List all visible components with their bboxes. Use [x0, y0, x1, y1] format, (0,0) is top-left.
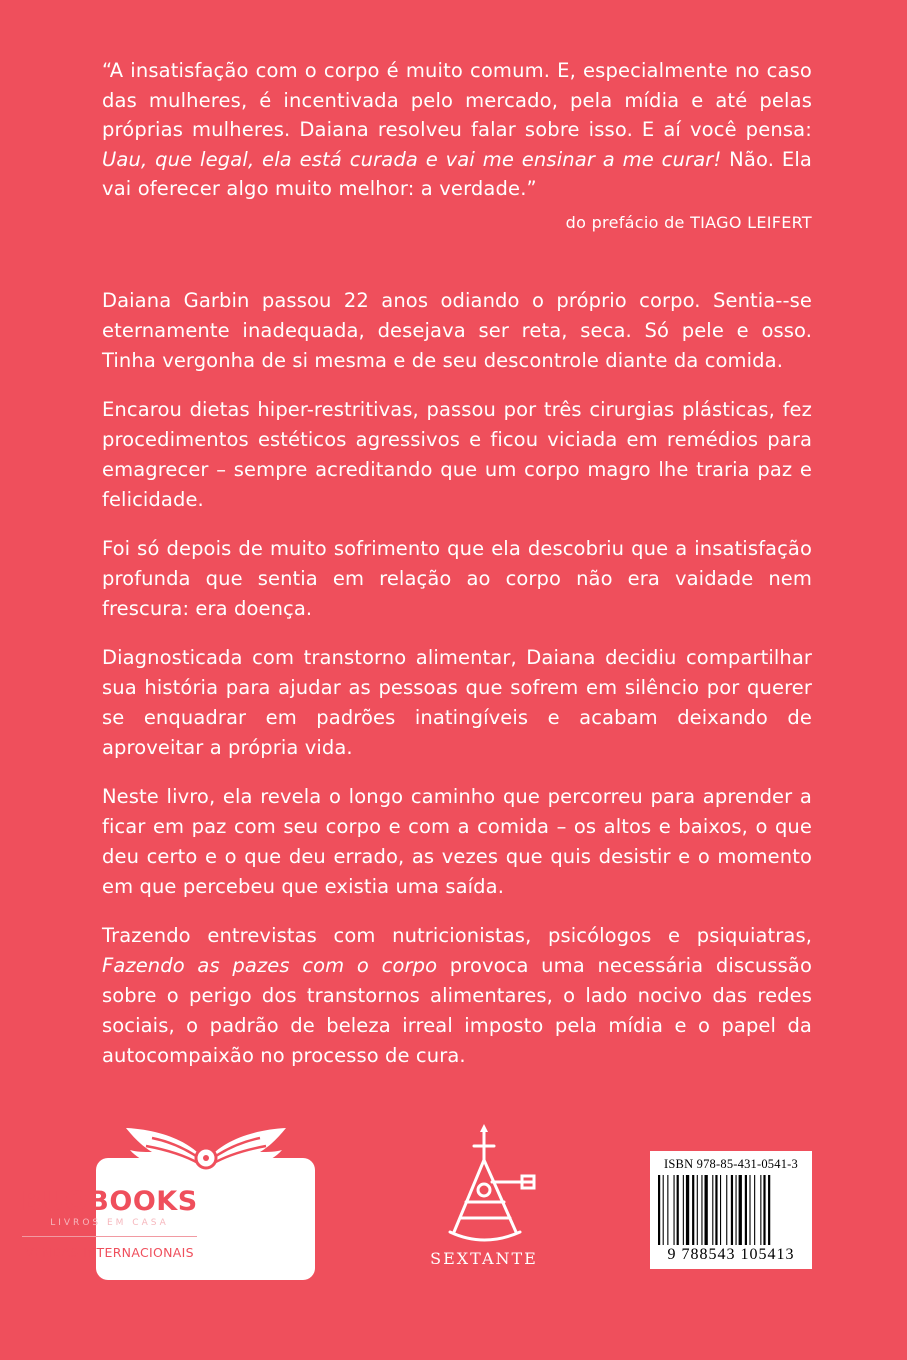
synopsis-paragraph-1: Daiana Garbin passou 22 anos odiando o próprio corpo. Sentia--se eternamente inadequada, desejava ser reta, seca. Só pele e osso. Tinha vergonha de si mesma e de seu descontrole diante da comida.: [102, 288, 812, 372]
barcode-bars-icon: [658, 1175, 804, 1245]
quote-part-2: Não. Ela vai oferecer algo muito melhor: a verdade.”: [102, 147, 812, 200]
quote-part-1: “A insatisfação com o corpo é muito comum. E, especialmente no caso das mulheres, é incentivada pelo mercado, pela mídia e até pelas próprias mulheres. Daiana resolveu falar sobre isso. E aí você pensa:: [102, 59, 812, 141]
synopsis-paragraph-3: Foi só depois de muito sofrimento que ela descobriu que a insatisfação profunda que sentia em relação ao corpo não era vaidade nem frescura: era doença.: [102, 536, 812, 620]
buobooks-subtitle: VENDAS INTERNACIONAIS: [25, 1245, 194, 1260]
synopsis: [102, 286, 812, 1071]
book-title-italic: Fazendo as pazes com o corpo: [102, 953, 438, 977]
isbn-label: ISBN 978-85-431-0541-3: [664, 1157, 798, 1171]
buobooks-title: BUOBOOKS: [21, 1186, 198, 1217]
synopsis-paragraph-5: Neste livro, ela revela o longo caminho que percorreu para aprender a ficar em paz com seu corpo e com a comida – os altos e baixos, o que deu certo e o que deu errado, as vezes que quis desistir e o momento em que percebeu que existia uma saída.: [102, 784, 812, 898]
publisher-name: SEXTANTE: [430, 1249, 538, 1268]
owl-wings-icon: [122, 1122, 290, 1184]
quote-italic: Uau, que legal, ela está curada e vai me ensinar a me curar!: [102, 147, 722, 171]
synopsis-paragraph-6: [102, 921, 812, 1071]
isbn-barcode: [650, 1151, 812, 1269]
preface-quote: [102, 56, 812, 232]
isbn-digits: 9 788543 105413: [667, 1246, 795, 1263]
synopsis-paragraph-4: Diagnosticada com transtorno alimentar, Daiana decidiu compartilhar sua história para ajudar as pessoas que sofrem em silêncio por querer se enquadrar em padrões inatingíveis e acabam deixando de aproveitar a própria vida.: [102, 645, 812, 759]
quote-attribution: do prefácio de TIAGO LEIFERT: [565, 212, 812, 232]
synopsis-paragraph-2: Encarou dietas hiper-restritivas, passou por três cirurgias plásticas, fez procedimentos estéticos agressivos e ficou viciada em remédios para emagrecer – sempre acreditando que um corpo magro lhe traria paz e felicidade.: [102, 397, 812, 511]
paragraph-6-part-1: Trazendo entrevistas com nutricionistas, psicólogos e psiquiatras,: [102, 923, 812, 947]
quote-text: [102, 56, 812, 204]
paragraph-6-part-2: provoca uma necessária discussão sobre o perigo dos transtornos alimentares, o lado nocivo das redes sociais, o padrão de beleza irreal imposto pela mídia e o papel da autocompaixão no processo de cura.: [102, 953, 812, 1067]
buobooks-divider: [22, 1236, 197, 1237]
buobooks-tagline: LIVROS EM CASA: [50, 1218, 169, 1228]
back-cover-text: [102, 56, 812, 1090]
sextant-icon: [404, 1120, 564, 1270]
